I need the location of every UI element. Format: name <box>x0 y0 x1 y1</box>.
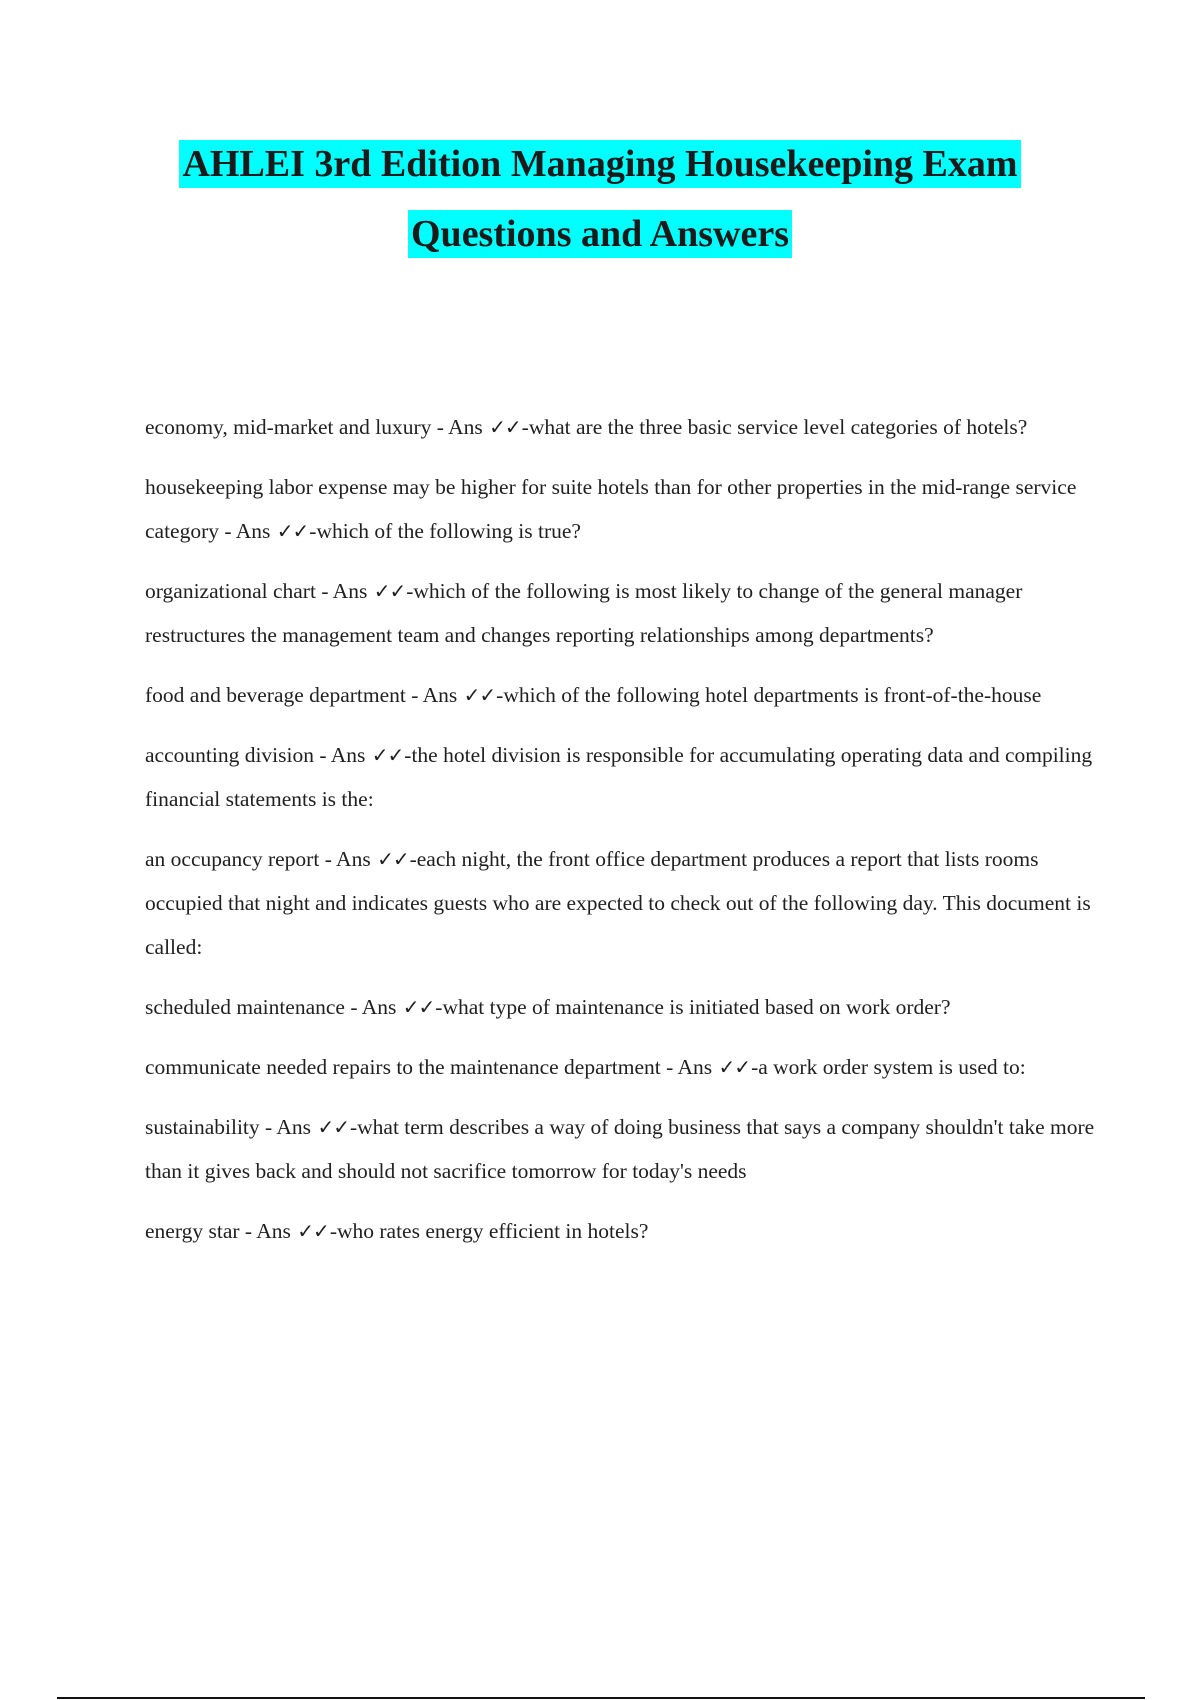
double-check-icon: ✓✓ <box>317 1115 349 1139</box>
question-text: what type of maintenance is initiated based on work order? <box>442 995 951 1019</box>
double-check-icon: ✓✓ <box>718 1055 751 1079</box>
question-text: which of the following is most likely to change of the general manager restructures the management team and changes reporting relationships among departments? <box>145 579 1023 647</box>
question-text: which of the following is true? <box>316 519 581 543</box>
footer-divider <box>57 1697 1145 1699</box>
answer-text: food and beverage department <box>145 683 406 707</box>
double-check-icon: ✓✓ <box>276 519 309 543</box>
question-text: a work order system is used to: <box>758 1055 1026 1079</box>
ans-label: Ans <box>361 995 397 1019</box>
double-check-icon: ✓✓ <box>377 847 409 871</box>
answer-text: communicate needed repairs to the maintenance department <box>145 1055 661 1079</box>
question-text: who rates energy efficient in hotels? <box>336 1219 649 1243</box>
qa-entry: accounting division - Ans ✓✓-the hotel division is responsible for accumulating operating data and compiling financial statements is the: <box>145 743 1093 811</box>
ans-label: Ans <box>332 579 368 603</box>
answer-text: economy, mid-market and luxury <box>145 415 432 439</box>
answer-text: sustainability <box>145 1115 260 1139</box>
qa-entry: an occupancy report - Ans ✓✓-each night, the front office department produces a report that lists rooms occupied that night and indicates guests who are expected to check out of the following day. This document is called: <box>145 847 1091 959</box>
qa-entry: energy star - Ans ✓✓-who rates energy efficient in hotels? <box>145 1219 649 1243</box>
question-text: the hotel division is responsible for accumulating operating data and compiling financial statements is the: <box>145 743 1093 811</box>
document-title <box>0 140 1200 258</box>
qa-entry: scheduled maintenance - Ans ✓✓-what type of maintenance is initiated based on work order? <box>145 995 951 1019</box>
qa-entry: economy, mid-market and luxury - Ans ✓✓-what are the three basic service level categories of hotels? <box>145 415 1028 439</box>
qa-entry: organizational chart - Ans ✓✓-which of the following is most likely to change of the general manager restructures the management team and changes reporting relationships among departments? <box>145 579 1023 647</box>
qa-entry: housekeeping labor expense may be higher for suite hotels than for other properties in the mid-range service category - Ans ✓✓-which of the following is true? <box>145 475 1077 543</box>
question-text: which of the following hotel departments is front-of-the-house <box>503 683 1042 707</box>
qa-list <box>145 405 1095 1269</box>
title-line-2: Questions and Answers <box>408 210 792 258</box>
double-check-icon: ✓✓ <box>371 743 404 767</box>
double-check-icon: ✓✓ <box>463 683 496 707</box>
ans-label: Ans <box>448 415 483 439</box>
double-check-icon: ✓✓ <box>402 995 435 1019</box>
ans-label: Ans <box>677 1055 713 1079</box>
answer-text: housekeeping labor expense may be higher for suite hotels than for other properties in the mid-range service category <box>145 475 1077 543</box>
question-text: what term describes a way of doing business that says a company shouldn't take more than it gives back and should not sacrifice tomorrow for today's needs <box>145 1115 1095 1183</box>
answer-text: scheduled maintenance <box>145 995 345 1019</box>
ans-label: Ans <box>276 1115 312 1139</box>
answer-text: an occupancy report <box>145 847 320 871</box>
double-check-icon: ✓✓ <box>489 415 521 439</box>
qa-entry: food and beverage department - Ans ✓✓-which of the following hotel departments is front-of-the-house <box>145 683 1042 707</box>
qa-entry: communicate needed repairs to the maintenance department - Ans ✓✓-a work order system is used to: <box>145 1055 1026 1079</box>
ans-label: Ans <box>336 847 371 871</box>
answer-text: organizational chart <box>145 579 316 603</box>
answer-text: accounting division <box>145 743 314 767</box>
answer-text: energy star <box>145 1219 240 1243</box>
ans-label: Ans <box>256 1219 291 1243</box>
double-check-icon: ✓✓ <box>297 1219 329 1243</box>
question-text: each night, the front office department produces a report that lists rooms occupied that night and indicates guests who are expected to check out of the following day. This document is called: <box>145 847 1091 959</box>
question-text: what are the three basic service level categories of hotels? <box>528 415 1028 439</box>
double-check-icon: ✓✓ <box>373 579 406 603</box>
ans-label: Ans <box>330 743 366 767</box>
ans-label: Ans <box>235 519 271 543</box>
title-line-1: AHLEI 3rd Edition Managing Housekeeping Exam <box>179 140 1020 188</box>
ans-label: Ans <box>422 683 458 707</box>
qa-entry: sustainability - Ans ✓✓-what term describes a way of doing business that says a company shouldn't take more than it gives back and should not sacrifice tomorrow for today's needs <box>145 1115 1095 1183</box>
